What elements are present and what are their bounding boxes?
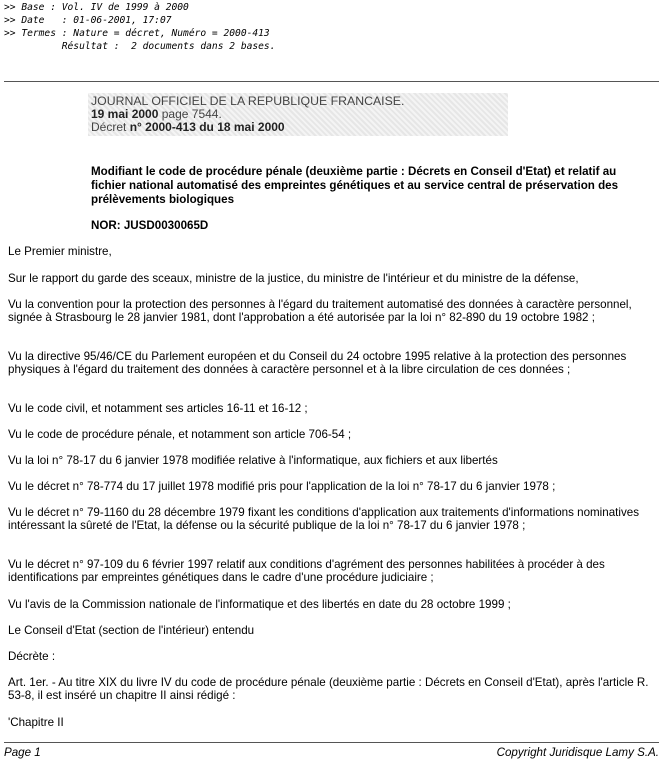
- paragraph: Art. 1er. - Au titre XIX du livre IV du code de procédure pénale (deuxième partie : Décrets en Conseil d'Etat), après l'article R. 53-8, il est inséré un chapitre II ainsi rédigé :: [8, 676, 649, 702]
- paragraph: Vu la loi n° 78-17 du 6 janvier 1978 modifiée relative à l'informatique, aux fichiers et aux libertés: [8, 454, 498, 467]
- journal-decret-line: [91, 121, 404, 134]
- paragraph: Vu la convention pour la protection des personnes à l'égard du traitement automatisé des données à caractère personnel, signée à Strasbourg le 28 janvier 1981, dont l'approbation a été autorisée par la loi n° 82-890 du 19 octobre 1982 ;: [8, 298, 632, 324]
- meta-termes: >> Termes : Nature = décret, Numéro = 2000-413: [4, 28, 270, 39]
- meta-resultat: Résultat : 2 documents dans 2 bases.: [4, 41, 276, 52]
- paragraph: Vu la directive 95/46/CE du Parlement européen et du Conseil du 24 octobre 1995 relative à la protection des personnes physiques à l'égard du traitement des données à caractère personnel et à la libre circulation de ces données ;: [8, 350, 627, 376]
- paragraph: Le Conseil d'Etat (section de l'intérieur) entendu: [8, 624, 255, 637]
- paragraph: Le Premier ministre,: [8, 245, 112, 258]
- search-metadata: [4, 1, 275, 53]
- meta-base: >> Base : Vol. IV de 1999 à 2000: [4, 2, 189, 13]
- journal-decret-date: 18 mai 2000: [217, 120, 285, 134]
- journal-decret-number: n° 2000-413 du: [129, 120, 214, 134]
- journal-date: 19 mai 2000: [91, 107, 159, 121]
- paragraph: Vu le décret n° 97-109 du 6 février 1997 relatif aux conditions d'agrément des personnes habilitées à procéder à des identifications par empreintes génétiques dans le cadre d'une procédure judiciaire ;: [8, 558, 605, 584]
- paragraph: Vu le code civil, et notamment ses articles 16-11 et 16-12 ;: [8, 402, 308, 415]
- paragraph: Vu l'avis de la Commission nationale de l'informatique et des libertés en date du 28 octobre 1999 ;: [8, 598, 511, 611]
- copyright-notice: Copyright Juridisque Lamy S.A.: [496, 746, 659, 759]
- page-number: Page 1: [4, 746, 41, 759]
- paragraph: Vu le décret n° 79-1160 du 28 décembre 1979 fixant les conditions d'application aux traitements d'informations nominatives intéressant la sûreté de l'Etat, la défense ou la sécurité publique de la loi n° 78-17 du 6 janvier 1978 ;: [8, 506, 639, 532]
- paragraph: 'Chapitre II: [8, 716, 64, 729]
- nor-reference: NOR: JUSD0030065D: [91, 219, 209, 232]
- footer-divider: [4, 742, 659, 743]
- journal-title: JOURNAL OFFICIEL DE LA REPUBLIQUE FRANCAISE.: [91, 94, 405, 108]
- top-divider: [4, 81, 659, 82]
- meta-date: >> Date : 01-06-2001, 17:07: [4, 15, 172, 26]
- paragraph: Décrète :: [8, 650, 56, 663]
- paragraph: Sur le rapport du garde des sceaux, ministre de la justice, du ministre de l'intérieur et du ministre de la défense,: [8, 272, 579, 285]
- page-footer: [4, 746, 659, 759]
- decree-heading: Modifiant le code de procédure pénale (deuxième partie : Décrets en Conseil d'Etat) et relatif au fichier national automatisé des empreintes génétiques et au service central de préservation des prélèvements biologiques: [91, 165, 619, 206]
- paragraph: Vu le décret n° 78-774 du 17 juillet 1978 modifié pris pour l'application de la loi n° 78-17 du 6 janvier 1978 ;: [8, 480, 556, 493]
- journal-header: [91, 95, 404, 134]
- journal-decret-prefix: Décret: [91, 120, 127, 134]
- journal-page: page 7544.: [161, 107, 222, 121]
- paragraph: Vu le code de procédure pénale, et notamment son article 706-54 ;: [8, 428, 352, 441]
